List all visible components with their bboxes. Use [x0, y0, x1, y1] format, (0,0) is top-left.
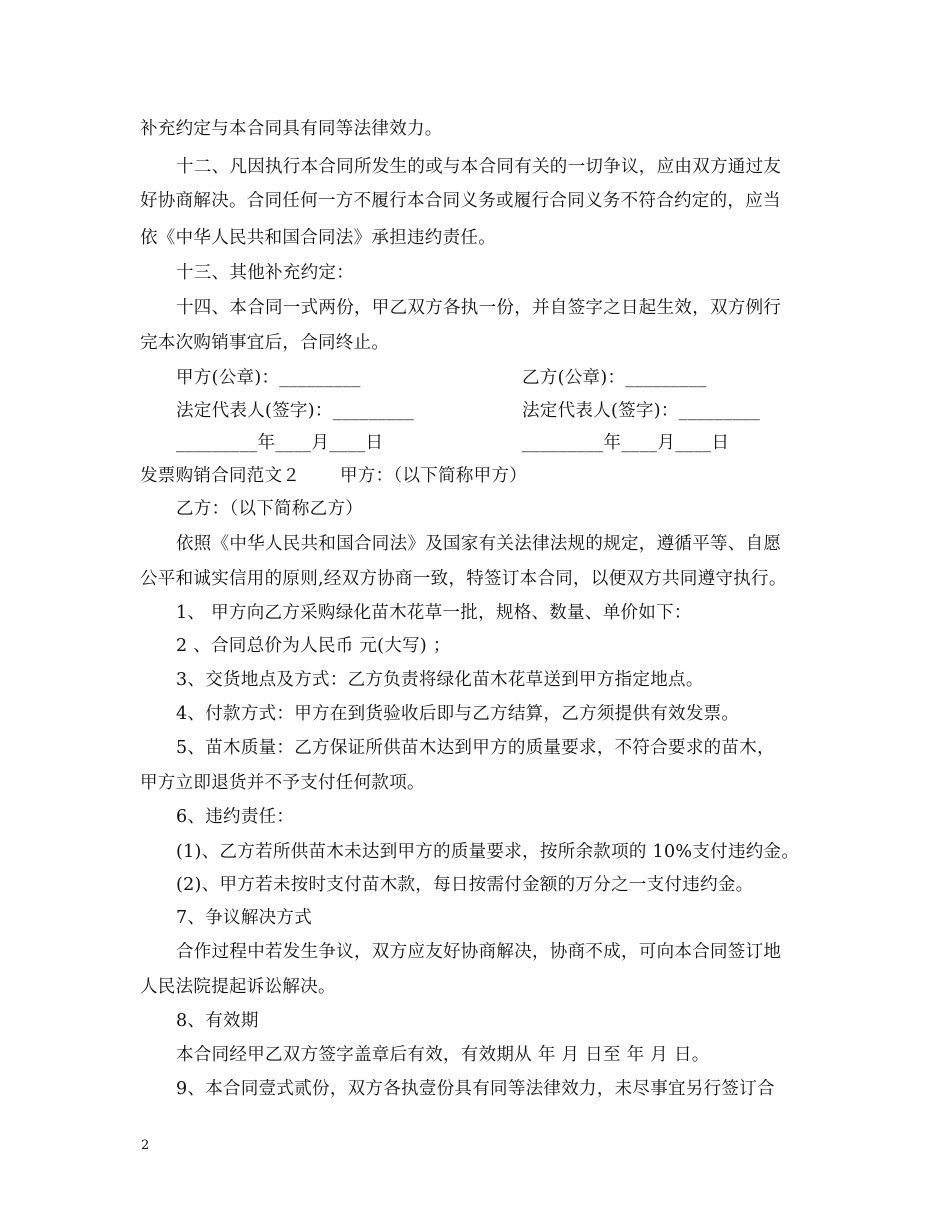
paragraph-line: 依《中华人民共和国合同法》承担违约责任。 [140, 228, 496, 248]
paragraph-line: 人民法院提起诉讼解决。 [140, 977, 336, 997]
contract2-party-a: 甲方：（以下简称甲方） [340, 466, 528, 486]
party-a-date: _________年____月____日 [176, 433, 384, 453]
paragraph-line: 甲方立即退货并不予支付任何款项。 [140, 773, 425, 793]
paragraph-line: 好协商解决。合同任何一方不履行本合同义务或履行合同义务不符合约定的，应当 [140, 191, 781, 211]
paragraph-line: 8、有效期 [176, 1011, 259, 1031]
contract2-title: 发票购销合同范文２ [140, 466, 301, 486]
paragraph-line: 7、争议解决方式 [176, 908, 313, 928]
paragraph-line: 2 、合同总价为人民币 元(大写) ； [176, 636, 451, 656]
signature-row-date [176, 431, 856, 455]
paragraph-line: 5、苗木质量：乙方保证所供苗木达到甲方的质量要求，不符合要求的苗木， [176, 738, 775, 758]
page-number: 2 [141, 1138, 150, 1153]
party-a-representative: 法定代表人(签字)：_________ [176, 401, 415, 421]
paragraph-line: 依照《中华人民共和国合同法》及国家有关法律法规的规定，遵循平等、自愿 [176, 534, 782, 554]
signature-row-seal [176, 366, 856, 390]
paragraph-line: 十四、本合同一式两份，甲乙双方各执一份，并自签字之日起生效，双方例行 [176, 298, 782, 318]
paragraph-line: 合作过程中若发生争议，双方应友好协商解决，协商不成，可向本合同签订地 [176, 942, 782, 962]
paragraph-line: (2)、甲方若未按时支付苗木款，每日按需付金额的万分之一支付违约金。 [176, 875, 754, 895]
paragraph-line: 本合同经甲乙双方签字盖章后有效，有效期从 年 月 日至 年 月 日。 [176, 1045, 710, 1065]
paragraph-line: (1)、乙方若所供苗木未达到甲方的质量要求，按所余款项的 10%支付违约金。 [176, 842, 800, 862]
party-a-seal: 甲方(公章)：_________ [176, 368, 361, 388]
paragraph-line: 完本次购销事宜后，合同终止。 [140, 333, 390, 353]
paragraph-line: 4、付款方式：甲方在到货验收后即与乙方结算，乙方须提供有效发票。 [176, 704, 740, 724]
party-b-date: _________年____月____日 [522, 433, 730, 453]
signature-row-rep [176, 399, 856, 423]
contract2-party-b: 乙方：（以下简称乙方） [176, 499, 364, 519]
paragraph-line: 补充约定与本合同具有同等法律效力。 [140, 119, 443, 139]
contract2-heading [140, 464, 820, 488]
paragraph-line: 十二、凡因执行本合同所发生的或与本合同有关的一切争议，应由双方通过友 [176, 157, 782, 177]
paragraph-line: 6、违约责任： [176, 807, 295, 827]
paragraph-line: 公平和诚实信用的原则,经双方协商一致，特签订本合同，以便双方共同遵守执行。 [140, 569, 787, 589]
paragraph-line: 9、本合同壹式贰份，双方各执壹份具有同等法律效力，未尽事宜另行签订合 [176, 1079, 775, 1099]
paragraph-line: 十三、其他补充约定： [176, 263, 354, 283]
paragraph-line: 3、交货地点及方式：乙方负责将绿化苗木花草送到甲方指定地点。 [176, 670, 704, 690]
paragraph-line: 1、 甲方向乙方采购绿化苗木花草一批，规格、数量、单价如下： [176, 603, 692, 623]
party-b-representative: 法定代表人(签字)：_________ [522, 401, 761, 421]
party-b-seal: 乙方(公章)：_________ [522, 368, 707, 388]
